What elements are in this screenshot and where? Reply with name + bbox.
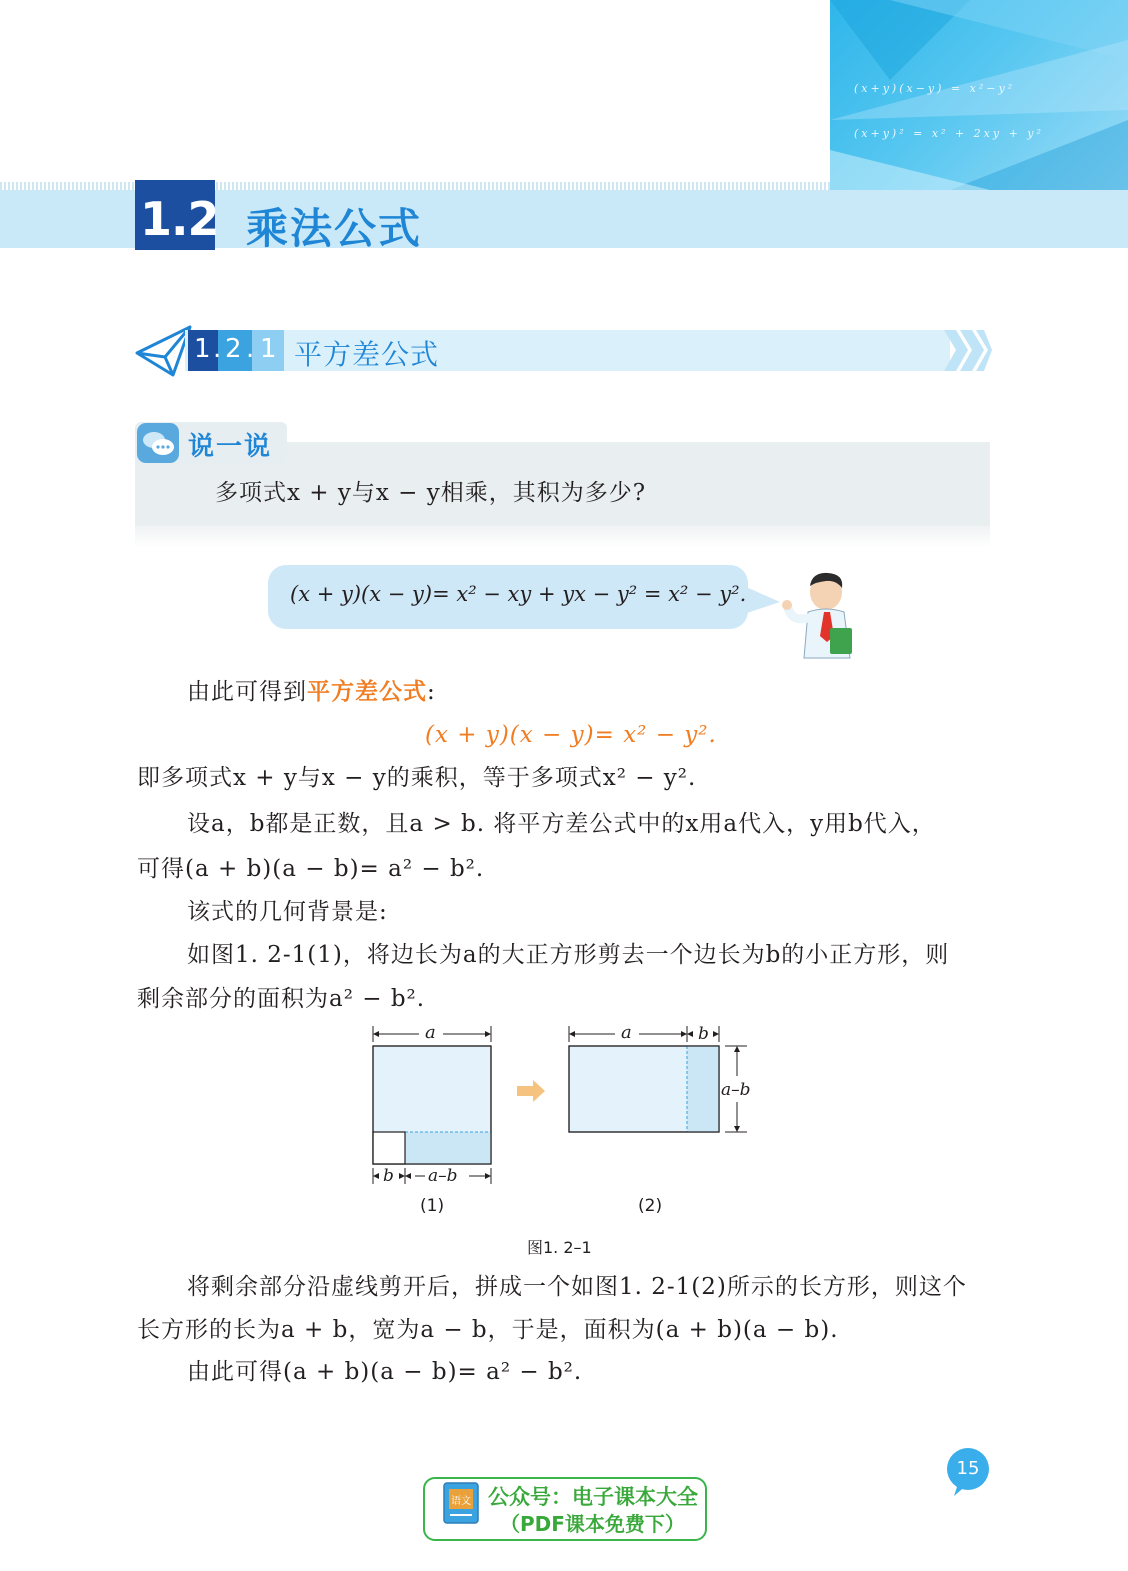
figure-part-2: [569, 1026, 747, 1132]
p1-suffix: :: [427, 679, 436, 705]
bubble-text: (x + y)(x − y)= x² − xy + yx − y² = x² − y².: [290, 582, 747, 606]
p1-prefix: 由此可得到: [187, 679, 307, 705]
say-question: 多项式x + y与x − y相乘，其积为多少?: [215, 480, 647, 506]
figure-caption: 图1. 2–1: [527, 1238, 592, 1257]
book-icon-text: 语文: [451, 1496, 471, 1507]
paragraph-1: [187, 677, 436, 707]
fig1-caption: (1): [420, 1196, 445, 1216]
student-character-illustration: [778, 570, 864, 660]
figure-1-2-1: [355, 1020, 775, 1220]
formula-display: (x + y)(x − y)= x² − y².: [425, 722, 717, 748]
page-number-tail: [954, 1484, 968, 1498]
paragraph-5-line-1: 如图1. 2-1(1)，将边长为a的大正方形剪去一个边长为b的小正方形，则: [187, 942, 950, 968]
say-box-shadow: [135, 526, 990, 548]
fig1-label-b: b: [383, 1166, 394, 1186]
paragraph-6-line-2: 长方形的长为a + b，宽为a − b，于是，面积为(a + b)(a − b).: [137, 1317, 839, 1343]
figure-part-1: [373, 1026, 491, 1184]
paragraph-3-line-2: 可得(a + b)(a − b)= a² − b².: [137, 856, 485, 882]
speech-bubble-tail: [744, 586, 780, 616]
corner-shards: [830, 0, 1128, 190]
fig2-label-a: a: [621, 1022, 632, 1043]
paragraph-3-line-1: 设a，b都是正数，且a > b. 将平方差公式中的x用a代入，y用b代入，: [187, 811, 936, 837]
section-number: 1.2: [140, 192, 219, 246]
paragraph-4: 该式的几何背景是:: [187, 899, 388, 925]
page-number: 15: [947, 1448, 989, 1490]
fig1-label-a-minus-b: a–b: [428, 1166, 458, 1186]
fig1-label-a: a: [425, 1022, 436, 1043]
book-icon: [440, 1481, 484, 1533]
subsection-title: 平方差公式: [294, 338, 440, 371]
corner-decoration: [830, 0, 1128, 190]
watermark-line-1: 公众号：电子课本大全: [488, 1485, 698, 1509]
subsection-dot-1: .: [213, 334, 222, 364]
paragraph-6-line-1: 将剩余部分沿虚线剪开后，拼成一个如图1. 2-1(2)所示的长方形，则这个: [187, 1274, 967, 1300]
watermark-line-2: （PDF课本免费下）: [500, 1512, 685, 1536]
p1-highlight: 平方差公式: [307, 679, 427, 705]
say-label: 说一说: [188, 432, 273, 462]
transform-arrow-icon: [517, 1080, 545, 1102]
corner-formula-1: (x+y)(x−y) = x²−y²: [854, 82, 1016, 95]
paragraph-2: 即多项式x + y与x − y的乘积，等于多项式x² − y².: [137, 765, 697, 791]
fig2-label-a-minus-b: a–b: [721, 1080, 751, 1100]
paragraph-5-line-2: 剩余部分的面积为a² − b².: [137, 986, 426, 1012]
subsection-number-3: 1: [260, 334, 277, 364]
section-title: 乘法公式: [246, 204, 423, 253]
subsection-number-1: 1: [194, 334, 211, 364]
chat-bubbles-icon: [137, 423, 179, 463]
fig2-label-b: b: [698, 1024, 709, 1044]
subsection-number-2: 2: [225, 334, 242, 364]
paragraph-7: 由此可得(a + b)(a − b)= a² − b².: [187, 1359, 583, 1385]
fig2-caption: (2): [638, 1196, 663, 1216]
chevrons-icon: [940, 330, 992, 371]
subsection-dot-2: .: [246, 334, 255, 364]
corner-formula-2: (x+y)² = x² + 2xy + y²: [854, 127, 1044, 140]
header-hatch: [0, 182, 830, 190]
